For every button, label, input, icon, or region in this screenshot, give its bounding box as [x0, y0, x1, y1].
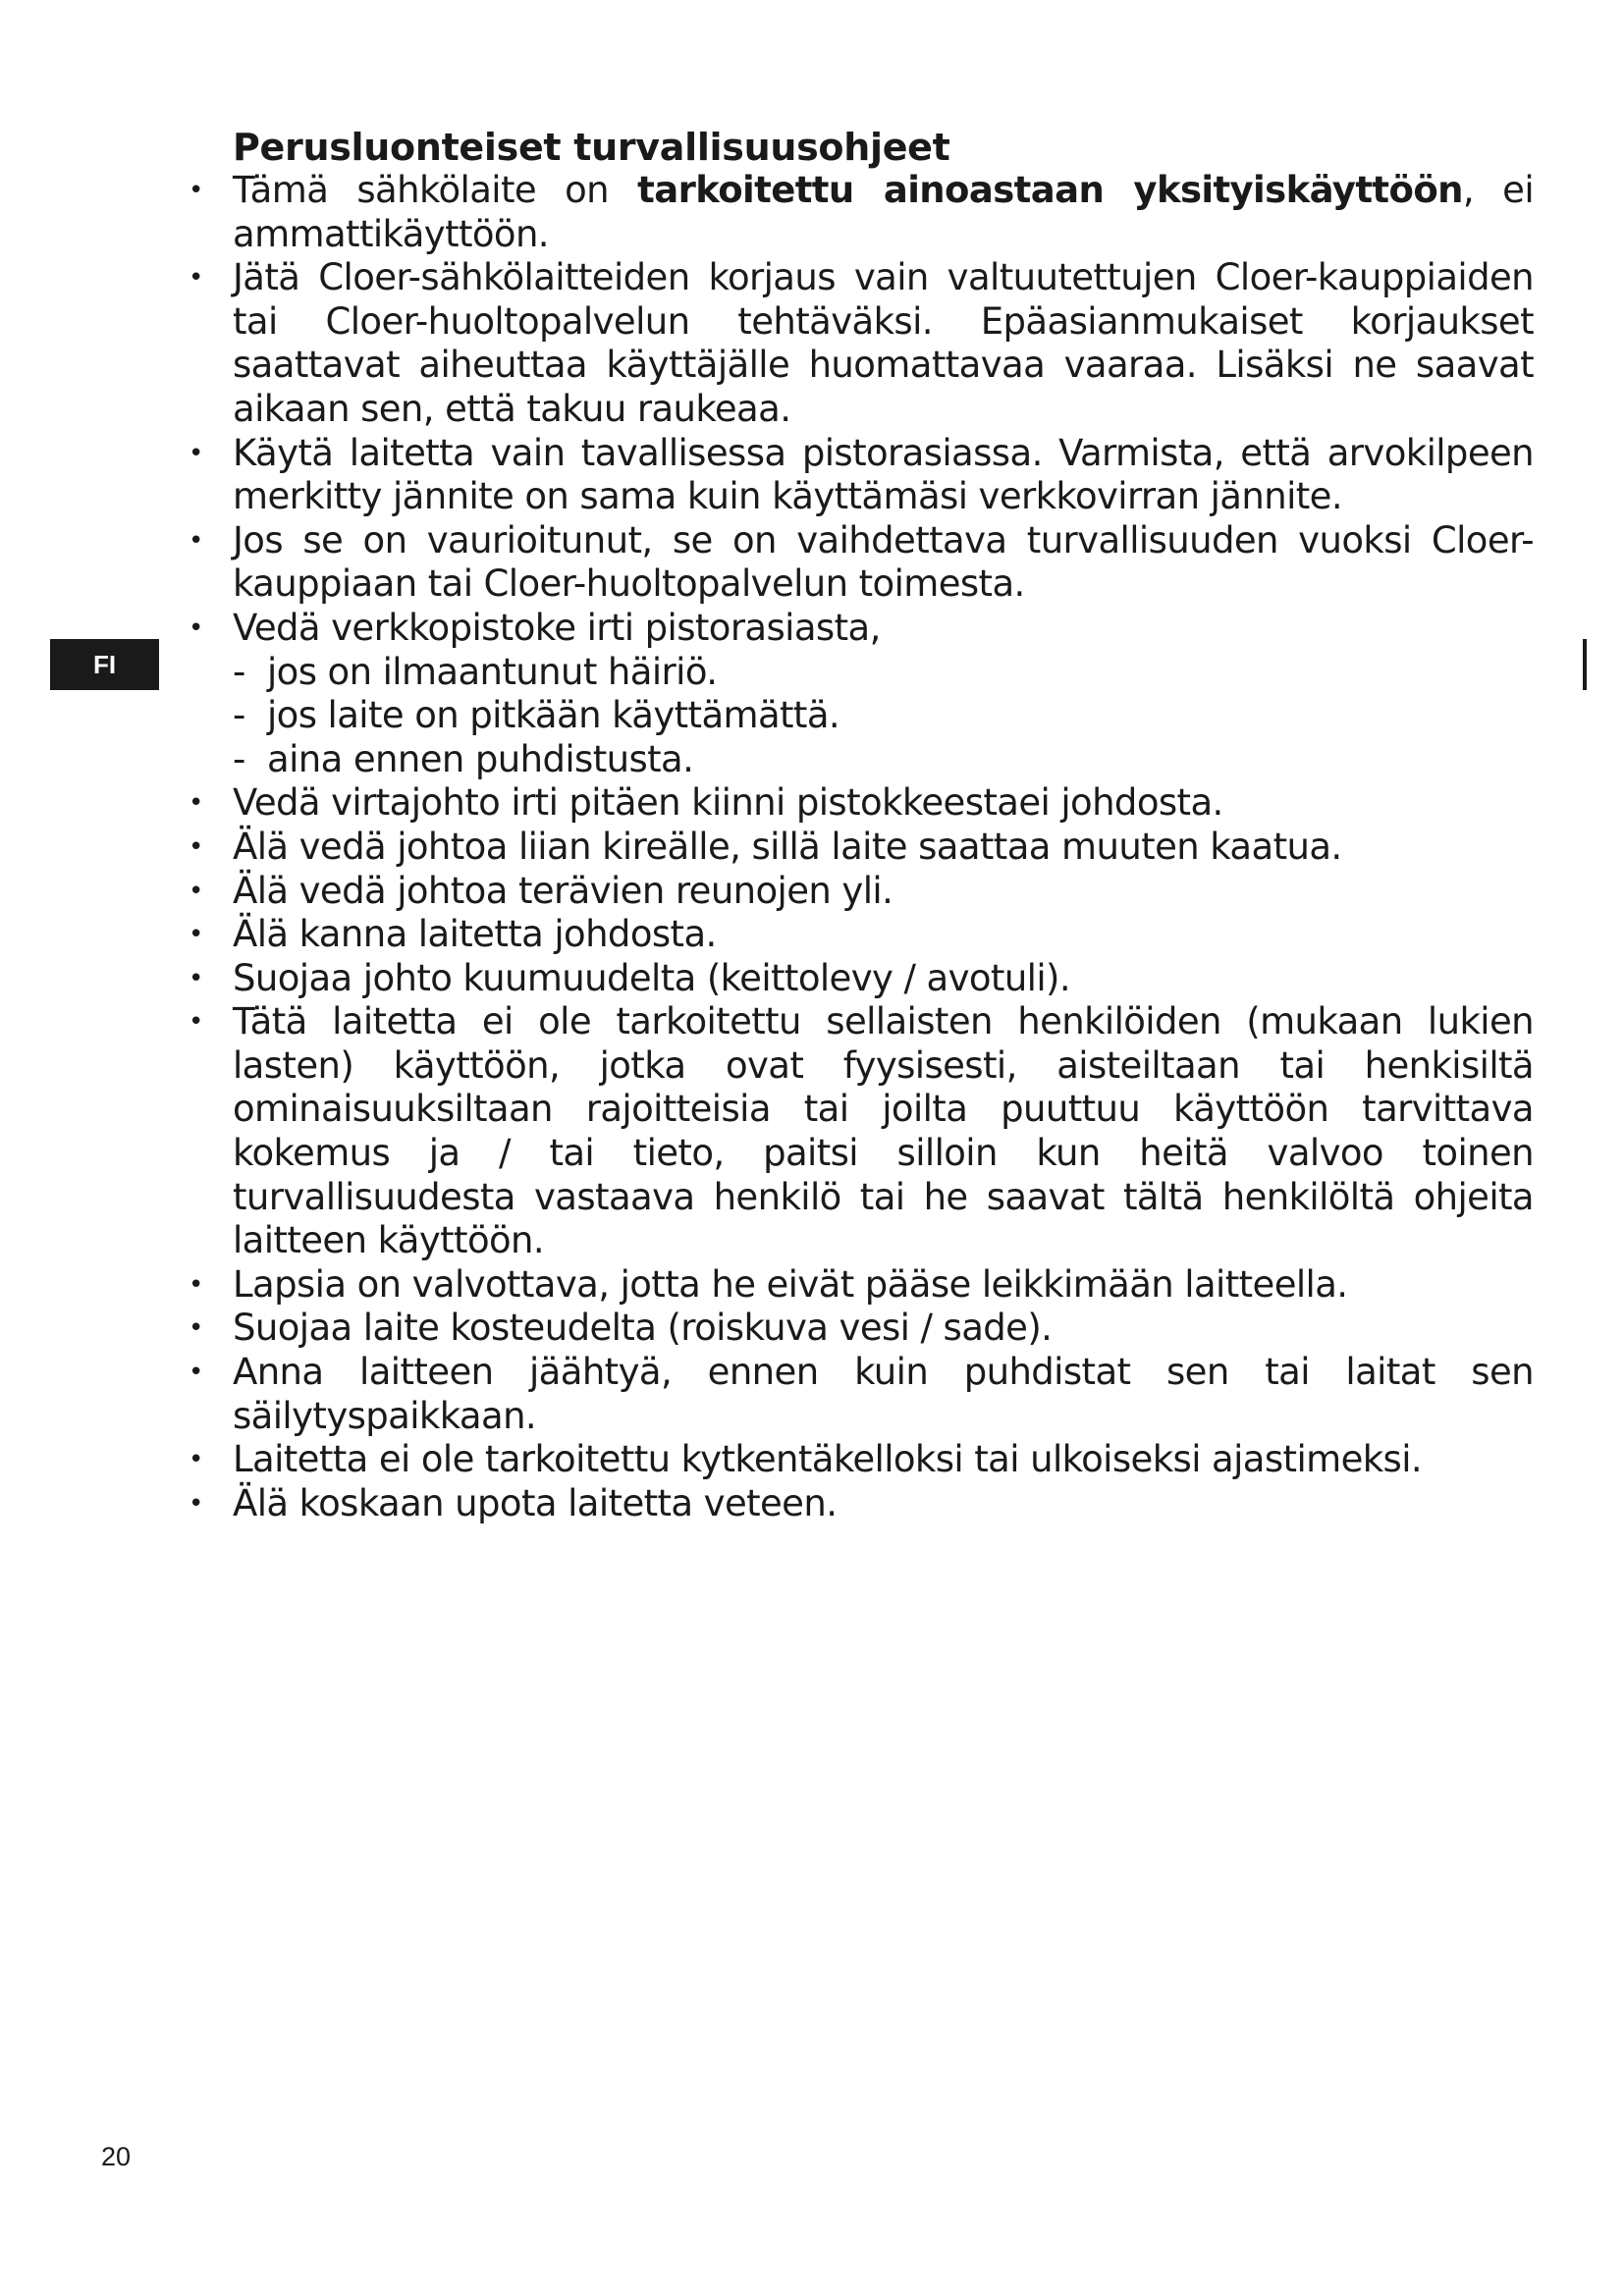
list-item: • Lapsia on valvottava, jotta he eivät pääse leikkimään laitteella.: [233, 1263, 1534, 1308]
list-item: • Tätä laitetta ei ole tarkoitettu sellaisten henkilöiden (mukaan lukien lasten) käyttöön, jotka ovat fyysisesti, aisteiltaan tai henkisiltä ominaisuuksiltaan rajoitteisia tai joilta puuttuu käyttöön tarvittava kokemus ja / tai tieto, paitsi silloin kun heitä valvoo toinen turvallisuudesta vastaava henkilö tai he saavat tältä henkilöltä ohjeita laitteen käyttöön.: [233, 1000, 1534, 1263]
list-item: • Älä kanna laitetta johdosta.: [233, 913, 1534, 957]
list-item: • Jätä Cloer-sähkölaitteiden korjaus vain valtuutettujen Cloer-kauppiaiden tai Cloer-huoltopalvelun tehtäväksi. Epäasianmukaiset korjaukset saattavat aiheuttaa käyttäjälle huomattavaa vaaraa. Lisäksi ne saavat aikaan sen, että takuu raukeaa.: [233, 256, 1534, 431]
list-item: • Jos se on vaurioitunut, se on vaihdettava turvallisuuden vuoksi Cloer-kauppiaan tai Cloer-huoltopalvelun toimesta.: [233, 519, 1534, 607]
language-tab: FI: [50, 639, 159, 690]
list-item: • Laitetta ei ole tarkoitettu kytkentäkelloksi tai ulkoiseksi ajastimeksi.: [233, 1438, 1534, 1482]
list-item: • Suojaa johto kuumuudelta (keittolevy / avotuli).: [233, 957, 1534, 1001]
list-item: • Älä vedä johtoa liian kireälle, sillä laite saattaa muuten kaatua.: [233, 826, 1534, 870]
unplug-text: Vedä verkkopistoke irti pistorasiasta,: [233, 606, 881, 649]
page-number: 20: [101, 2142, 132, 2171]
sub-list: [233, 651, 1534, 782]
instruction-list: [233, 169, 1534, 1525]
sub-list-item: - aina ennen puhdistusta.: [233, 737, 694, 780]
list-item: • Älä vedä johtoa terävien reunojen yli.: [233, 870, 1534, 914]
safety-instructions-section: [233, 126, 1534, 1525]
list-item: • Käytä laitetta vain tavallisessa pistorasiassa. Varmista, että arvokilpeen merkitty jännite on sama kuin käyttämäsi verkkovirran jännite.: [233, 432, 1534, 519]
list-item: [233, 607, 1534, 781]
list-item: • Suojaa laite kosteudelta (roiskuva vesi / sade).: [233, 1307, 1534, 1351]
page-edge-marker: [1583, 639, 1587, 690]
sub-list-item: - jos laite on pitkään käyttämättä.: [233, 694, 840, 737]
list-item: [233, 169, 1534, 256]
sub-list-item: - jos on ilmaantunut häiriö.: [233, 650, 718, 693]
list-item: • Älä koskaan upota laitetta veteen.: [233, 1482, 1534, 1526]
intro-text-end: , ei ammattikäyttöön.: [233, 169, 1534, 255]
list-item: • Vedä virtajohto irti pitäen kiinni pistokkeestaei johdosta.: [233, 781, 1534, 826]
intro-text: Tämä sähkölaite on: [233, 169, 638, 211]
intro-emphasis: tarkoitettu ainoastaan yksityiskäyttöön: [637, 169, 1463, 211]
list-item: • Anna laitteen jäähtyä, ennen kuin puhdistat sen tai laitat sen säilytyspaikkaan.: [233, 1351, 1534, 1438]
section-title: Perusluonteiset turvallisuusohjeet: [233, 126, 950, 169]
